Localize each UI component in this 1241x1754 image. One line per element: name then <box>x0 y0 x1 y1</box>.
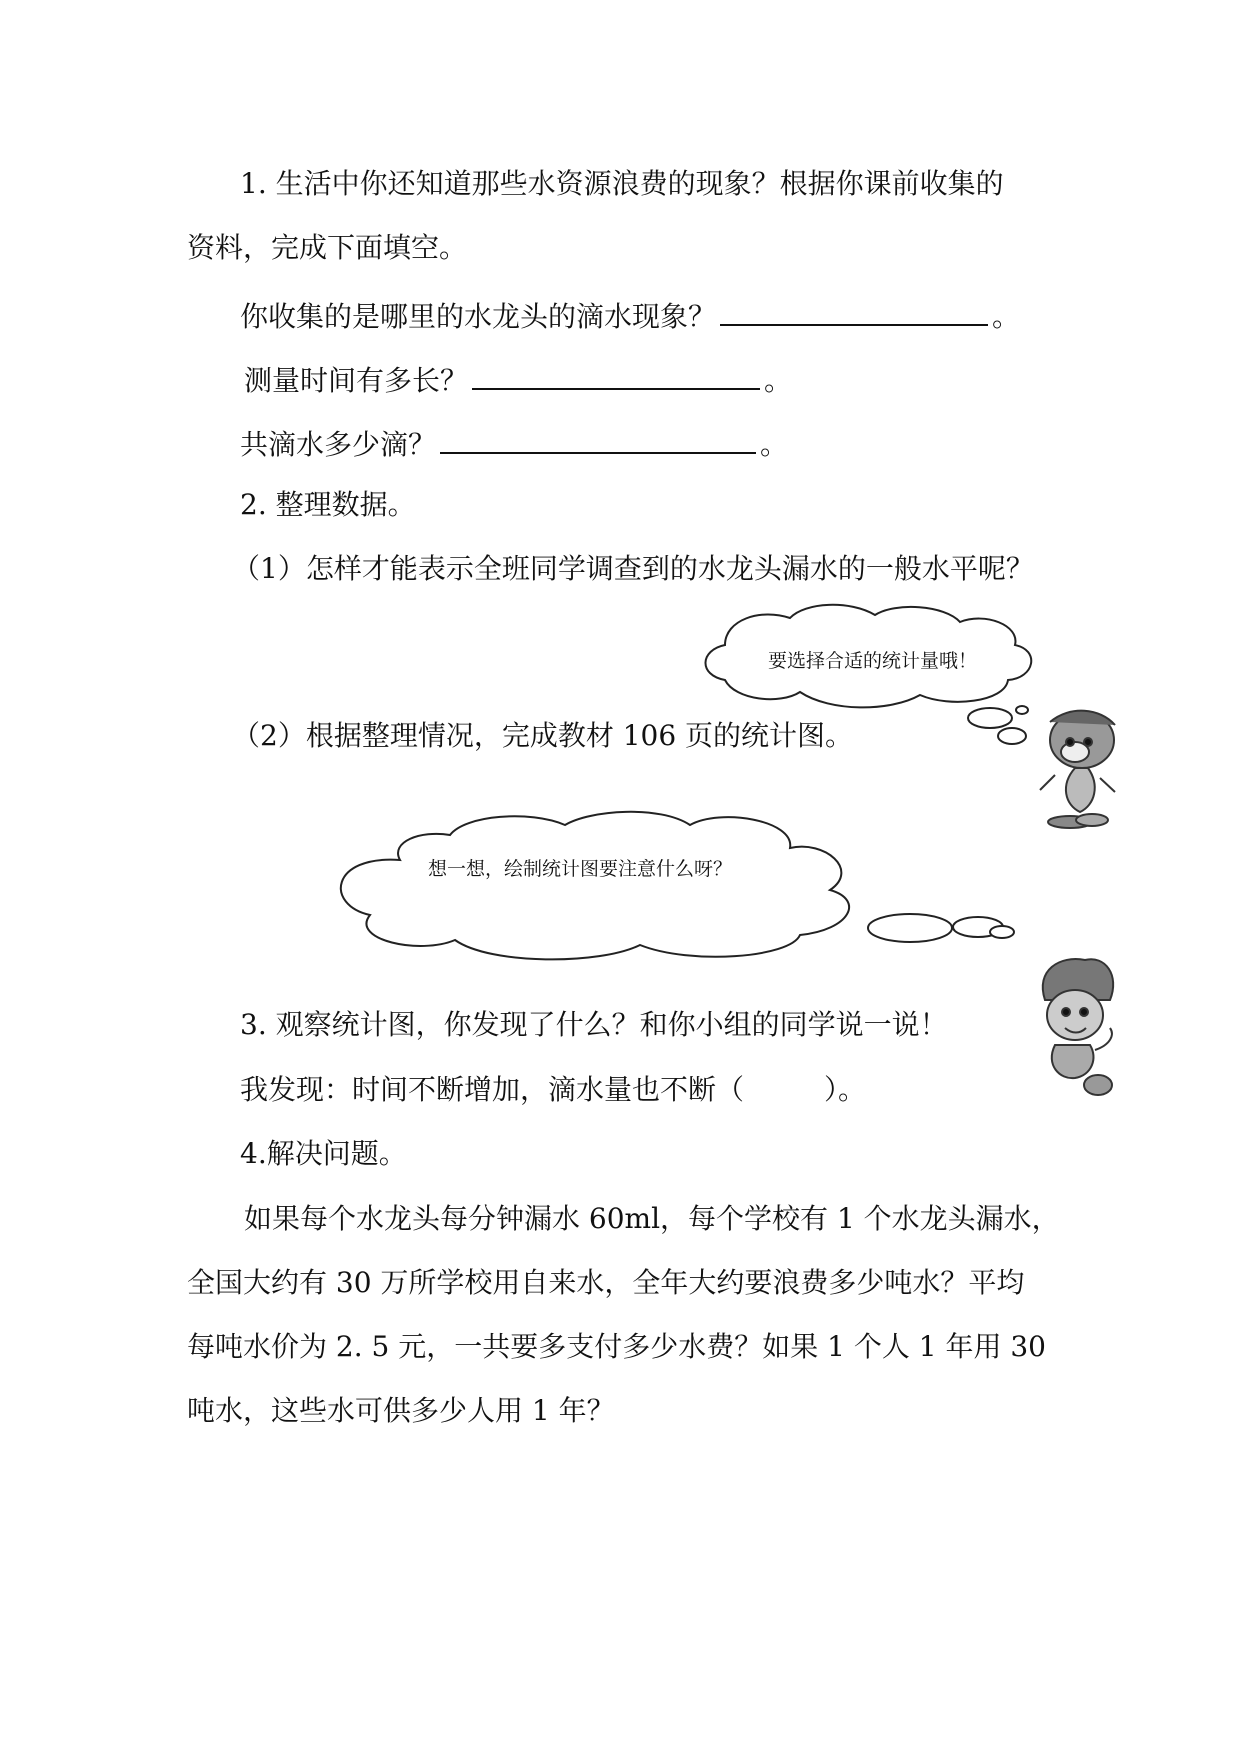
q4-title: 4.解决问题。 <box>240 1137 407 1170</box>
cartoon-girl-icon <box>1043 959 1113 1095</box>
q4-para-line3: 每吨水价为 2. 5 元，一共要多支付多少水费？如果 1 个人 1 年用 30 <box>187 1330 1046 1363</box>
cloud-hint-chart: 想一想，绘制统计图要注意什么呀？ <box>428 858 733 880</box>
cloud-hint-statistic: 要选择合适的统计量哦！ <box>768 650 978 672</box>
q3-finding-suffix: ）。 <box>824 1073 867 1106</box>
q4-para-line1: 如果每个水龙头每分钟漏水 60ml，每个学校有 1 个水龙头漏水， <box>244 1202 1060 1235</box>
period: 。 <box>992 300 1021 333</box>
q3-finding-prefix: 我发现：时间不断增加，滴水量也不断（ <box>240 1073 745 1106</box>
q1-line1: 1. 生活中你还知道那些水资源浪费的现象？根据你课前收集的 <box>240 167 1004 200</box>
thought-cloud-top <box>705 605 1031 744</box>
q1-fill-drops-label: 共滴水多少滴？ <box>240 428 437 461</box>
q2-sub2: （2）根据整理情况，完成教材 106 页的统计图。 <box>232 719 854 752</box>
q3-finding <box>240 1073 867 1106</box>
period: 。 <box>764 364 793 397</box>
q1-line2: 资料，完成下面填空。 <box>187 231 468 264</box>
thought-cloud-bottom <box>341 812 1014 960</box>
q4-para-line4: 吨水，这些水可供多少人用 1 年？ <box>187 1394 615 1427</box>
period: 。 <box>760 428 789 461</box>
q2-sub1: （1）怎样才能表示全班同学调查到的水龙头漏水的一般水平呢？ <box>232 552 1034 585</box>
cartoon-child-icon <box>1040 711 1115 828</box>
q3-title: 3. 观察统计图，你发现了什么？和你小组的同学说一说！ <box>240 1008 948 1041</box>
q1-fill-where-label: 你收集的是哪里的水龙头的滴水现象？ <box>240 300 717 333</box>
q1-fill-time-label: 测量时间有多长？ <box>244 364 469 397</box>
q4-para-line2: 全国大约有 30 万所学校用自来水，全年大约要浪费多少吨水？平均 <box>187 1266 1025 1299</box>
q2-title: 2. 整理数据。 <box>240 488 416 521</box>
